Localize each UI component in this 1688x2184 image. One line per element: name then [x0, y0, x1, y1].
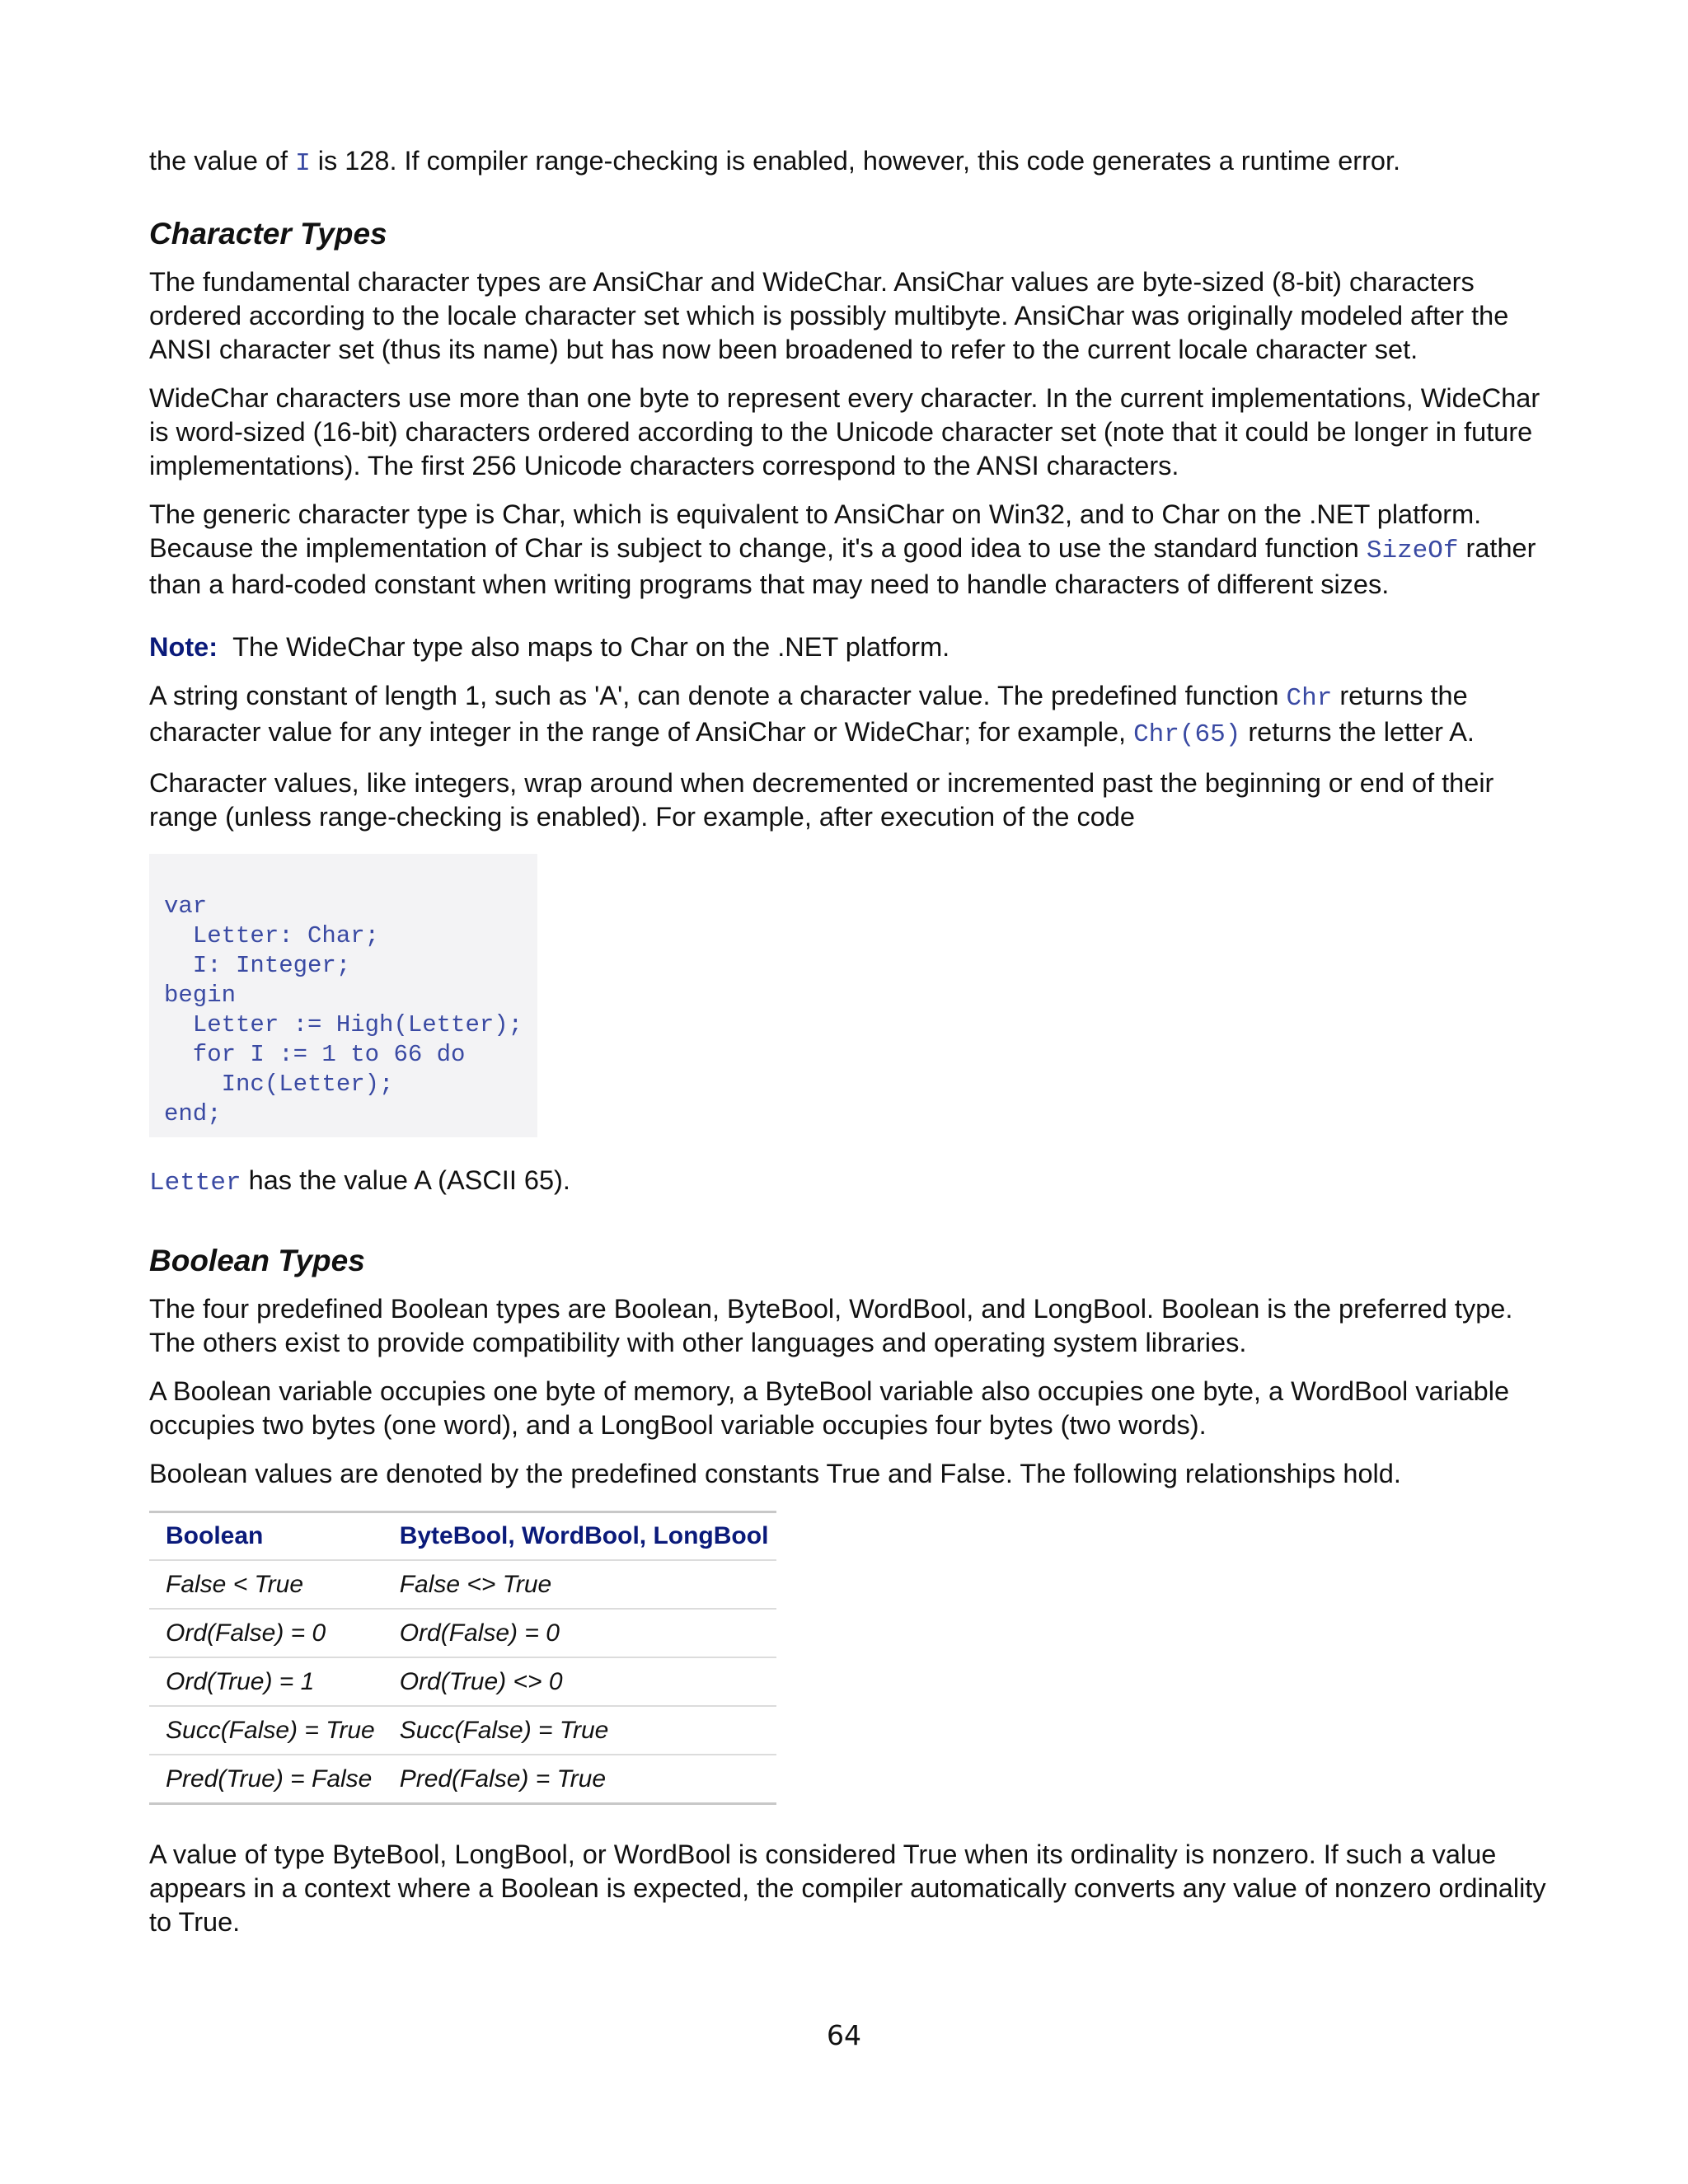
table-cell: Succ(False) = True [149, 1706, 383, 1755]
note-label: Note: [149, 632, 218, 662]
page-content [149, 144, 1550, 1939]
note-text: The WideChar type also maps to Char on the .NET platform. [232, 632, 950, 662]
table-row [149, 1755, 776, 1804]
table-cell: Ord(True) = 1 [149, 1657, 383, 1706]
char-paragraph-6: Letter has the value A (ASCII 65). [149, 1165, 570, 1197]
intro-text: the value of [149, 146, 296, 176]
bool-paragraph-4: A value of type ByteBool, LongBool, or WordBool is considered True when its ordinality is nonzero. If such a value appears in a context where a Boolean is expected, the compiler automatically converts any value of nonzero ordinality to True. [149, 1840, 1546, 1937]
bool-paragraph-1: The four predefined Boolean types are Boolean, ByteBool, WordBool, and LongBool. Boolean is the preferred type. The others exist to provide compatibility with other languages and operating system libraries. [149, 1294, 1513, 1357]
char-paragraph-3: The generic character type is Char, which is equivalent to AnsiChar on Win32, and to Char on the .NET platform. Because the implementation of Char is subject to change, it's a good idea to use the standard function SizeOf rather than a hard-coded constant when writing programs that may need to handle characters of different sizes. [149, 499, 1536, 599]
code-block-wrapper [149, 854, 1550, 1137]
bool-paragraph-2: A Boolean variable occupies one byte of memory, a ByteBool variable also occupies one byte, a WordBool variable occupies two bytes (one word), and a LongBool variable occupies four bytes (two words). [149, 1376, 1510, 1440]
table-row [149, 1560, 776, 1609]
inline-code-i: I [295, 149, 311, 178]
character-types-heading: Character Types [149, 217, 387, 251]
boolean-relationships-table [149, 1511, 776, 1805]
table-row [149, 1609, 776, 1657]
table-cell: Ord(False) = 0 [149, 1609, 383, 1657]
table-cell: Ord(False) = 0 [383, 1609, 777, 1657]
table-header-bytebool: ByteBool, WordBool, LongBool [383, 1512, 777, 1561]
char-paragraph-1: The fundamental character types are AnsiChar and WideChar. AnsiChar values are byte-sized (8-bit) characters ordered according to the locale character set which is possibly multibyte. AnsiChar was originally modeled after the ANSI character set (thus its name) but has now been broadened to refer to the current locale character set. [149, 267, 1509, 364]
table-header-row [149, 1512, 776, 1561]
table-row [149, 1706, 776, 1755]
intro-paragraph [149, 144, 1550, 180]
table-row [149, 1657, 776, 1706]
table-cell: Succ(False) = True [383, 1706, 777, 1755]
code-block: var Letter: Char; I: Integer; begin Letter := High(Letter); for I := 1 to 66 do Inc(Letter); end; [149, 854, 537, 1137]
char-paragraph-5: Character values, like integers, wrap around when decremented or incremented past the beginning or end of their range (unless range-checking is enabled). For example, after execution of the code [149, 768, 1494, 832]
inline-code-chr: Chr [1286, 684, 1333, 713]
intro-text-end: is 128. If compiler range-checking is enabled, however, this code generates a runtime error. [310, 146, 1401, 176]
table-cell: False <> True [383, 1560, 777, 1609]
note-paragraph [149, 630, 1550, 664]
boolean-types-heading: Boolean Types [149, 1244, 365, 1277]
page-number: 64 [827, 2019, 861, 2051]
table-cell: False < True [149, 1560, 383, 1609]
inline-code-letter: Letter [149, 1169, 241, 1197]
inline-code-sizeof: SizeOf [1366, 537, 1459, 565]
table-header-boolean: Boolean [149, 1512, 383, 1561]
table-cell: Pred(False) = True [399, 1765, 607, 1793]
inline-code-chr65: Chr(65) [1133, 720, 1241, 749]
table-cell: Ord(True) <> 0 [383, 1657, 777, 1706]
table-cell: Pred(True) = False [166, 1765, 373, 1793]
bool-paragraph-3: Boolean values are denoted by the predefined constants True and False. The following relationships hold. [149, 1459, 1401, 1488]
char-paragraph-4: A string constant of length 1, such as 'A', can denote a character value. The predefined function Chr returns the character value for any integer in the range of AnsiChar or WideChar; for example, Chr(65) returns the letter A. [149, 681, 1475, 749]
char-paragraph-2: WideChar characters use more than one byte to represent every character. In the current implementations, WideChar is word-sized (16-bit) characters ordered according to the Unicode character set (note that it could be longer in future implementations). The first 256 Unicode characters correspond to the ANSI characters. [149, 383, 1540, 480]
